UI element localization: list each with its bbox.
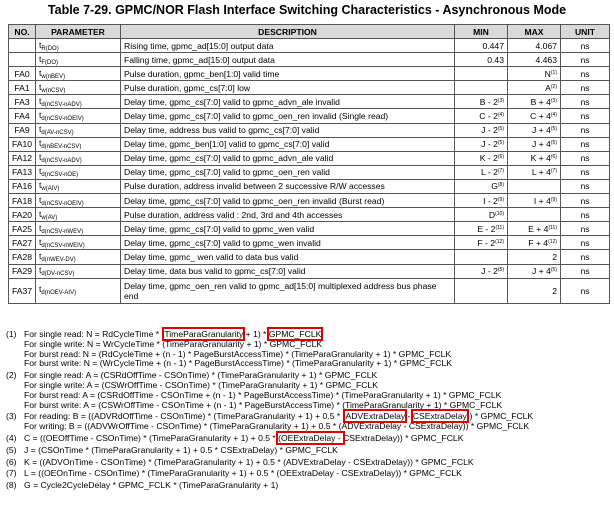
row-number: FA13 (9, 165, 36, 179)
parameter-symbol: t (39, 138, 42, 149)
row-number: FA0 (9, 67, 36, 81)
footnote-line (24, 481, 610, 491)
parameter-subscript: d(DV-nCSV) (41, 271, 75, 278)
footnote-text: )) * GPMC_FCLK (466, 411, 534, 422)
row-description: Delay time, gpmc_ben[1:0] valid to gpmc_cs[7:0] valid (121, 137, 455, 151)
parameter-symbol: t (39, 236, 42, 247)
footnote-text: G = Cycle2CycleDelay * GPMC_FCLK * (TimeParaGranularity + 1) (24, 480, 279, 491)
row-parameter (36, 109, 121, 123)
row-unit: ns (561, 95, 610, 109)
row-unit: ns (561, 67, 610, 81)
row-parameter (36, 165, 121, 179)
min-footnote-ref: (12) (495, 238, 504, 245)
row-unit: ns (561, 250, 610, 264)
table-row (9, 123, 610, 137)
min-value: K - 2 (479, 153, 498, 164)
footnote-label: (4) (6, 432, 17, 443)
footnote-line (24, 469, 610, 479)
max-footnote-ref: (5) (550, 126, 557, 133)
footnote-line (24, 434, 610, 444)
row-max (508, 53, 561, 67)
row-min (455, 137, 508, 151)
row-number: FA37 (9, 278, 36, 303)
parameter-symbol: t (39, 67, 42, 78)
footnote-line (24, 422, 610, 432)
row-min (455, 222, 508, 236)
max-value: C + 4 (530, 111, 551, 122)
row-description: Delay time, gpmc_cs[7:0] valid to gpmc_wen invalid (121, 236, 455, 250)
parameter-subscript: d(nWEV-DV) (41, 256, 76, 263)
table-row (9, 165, 610, 179)
row-parameter (36, 67, 121, 81)
max-value: B + 4 (530, 96, 551, 107)
row-number: FA16 (9, 179, 36, 193)
parameter-subscript: d(nCSV-nOEIV) (41, 116, 84, 123)
row-max (508, 123, 561, 137)
highlighted-term: ADVExtraDelay (345, 411, 406, 422)
min-value: 0.43 (487, 54, 504, 65)
max-value: J + 4 (532, 125, 551, 136)
parameter-subscript: d(nCSV-nADV) (41, 101, 82, 108)
min-footnote-ref: (5) (497, 126, 504, 133)
highlighted-term: CSExtraDelay (412, 411, 467, 422)
parameter-subscript: d(AV-nCSV) (41, 130, 74, 137)
row-max (508, 39, 561, 53)
row-max (508, 95, 561, 109)
min-footnote-ref: (9) (497, 196, 504, 203)
row-number: FA4 (9, 109, 36, 123)
parameter-symbol: t (39, 250, 42, 261)
min-footnote-ref: (5) (497, 267, 504, 274)
max-footnote-ref: (4) (550, 112, 557, 119)
row-min (455, 109, 508, 123)
footnote-text: For burst write: N = (WrCycleTime + (n - 1) * PageBurstAccessTime) * (TimeParaGranularity + 1) * GPMC_FCLK (24, 358, 452, 369)
parameter-subscript: d(nCSV-nWEV) (41, 228, 84, 235)
row-min (455, 236, 508, 250)
row-unit: ns (561, 81, 610, 95)
max-value: 2 (552, 251, 557, 262)
parameter-subscript: w(nCSV) (41, 87, 66, 94)
highlighted-term: (OEExtraDelay - (278, 432, 344, 443)
row-parameter (36, 81, 121, 95)
footnote (6, 412, 610, 432)
row-unit: ns (561, 208, 610, 222)
footnote-label: (3) (6, 411, 17, 422)
table-row (9, 67, 610, 81)
min-footnote-ref: (7) (497, 168, 504, 175)
min-value: E - 2 (477, 223, 496, 234)
min-value: J - 2 (481, 266, 498, 277)
min-footnote-ref: (11) (495, 224, 504, 231)
table-title: Table 7-29. GPMC/NOR Flash Interface Switching Characteristics - Asynchronous Mode (47, 3, 567, 17)
footnote (6, 371, 610, 410)
parameter-subscript: w(AV) (41, 214, 58, 221)
max-footnote-ref: (11) (548, 224, 557, 231)
row-description: Delay time, gpmc_oen_ren valid to gpmc_ad[15:0] multiplexed address bus phase end (121, 278, 455, 303)
row-number: FA18 (9, 194, 36, 208)
parameter-symbol: t (39, 180, 42, 191)
row-description: Delay time, gpmc_ wen valid to data bus valid (121, 250, 455, 264)
footnote-line (24, 458, 610, 468)
table-row (9, 278, 610, 303)
footnote-text: - (405, 411, 413, 422)
parameter-subscript: d(nBEV-nCSV) (41, 144, 82, 151)
row-max (508, 222, 561, 236)
parameter-subscript: d(nOEV-AIV) (41, 289, 77, 296)
footnote (6, 469, 610, 479)
row-description: Delay time, address bus valid to gpmc_cs[7:0] valid (121, 123, 455, 137)
row-number: FA28 (9, 250, 36, 264)
row-max (508, 81, 561, 95)
row-parameter (36, 39, 121, 53)
row-unit: ns (561, 53, 610, 67)
row-max (508, 264, 561, 278)
min-value: J - 2 (481, 139, 498, 150)
row-unit: ns (561, 39, 610, 53)
max-value: 2 (552, 286, 557, 297)
row-description: Rising time, gpmc_ad[15:0] output data (121, 39, 455, 53)
row-unit: ns (561, 165, 610, 179)
row-number (9, 39, 36, 53)
row-parameter (36, 53, 121, 67)
row-number: FA12 (9, 151, 36, 165)
row-max (508, 236, 561, 250)
parameter-symbol: t (39, 124, 42, 135)
row-description: Pulse duration, address invalid between 2 successive R/W accesses (121, 179, 455, 193)
table-row (9, 151, 610, 165)
row-number: FA20 (9, 208, 36, 222)
row-parameter (36, 278, 121, 303)
row-min (455, 179, 508, 193)
min-footnote-ref: (5) (497, 140, 504, 147)
parameter-subscript: d(nCSV-nADV) (41, 158, 82, 165)
row-min (455, 151, 508, 165)
row-parameter (36, 236, 121, 250)
max-value: K + 4 (530, 153, 551, 164)
table-row (9, 95, 610, 109)
min-value: D (488, 209, 496, 220)
row-number: FA25 (9, 222, 36, 236)
row-min (455, 123, 508, 137)
parameter-symbol: t (39, 265, 42, 276)
highlighted-term: TimeParaGranularity (164, 329, 244, 339)
row-unit: ns (561, 123, 610, 137)
switching-characteristics-table (8, 24, 610, 304)
parameter-subscript: w(nBEV) (41, 73, 66, 80)
footnote-label: (5) (6, 444, 17, 455)
table-body (9, 39, 610, 304)
row-number (9, 53, 36, 67)
parameter-symbol: t (39, 152, 42, 163)
footnote-text: CSExtraDelay)) * GPMC_FCLK (343, 432, 464, 443)
parameter-symbol: t (39, 166, 42, 177)
parameter-symbol: t (39, 110, 42, 121)
row-min (455, 278, 508, 303)
row-max (508, 194, 561, 208)
row-max (508, 208, 561, 222)
footnote (6, 481, 610, 491)
row-max (508, 67, 561, 81)
table-row (9, 179, 610, 193)
header-no: NO. (9, 25, 36, 39)
footnote-text: For single read: N = RdCycleTime * ( (24, 329, 165, 339)
table-row (9, 194, 610, 208)
row-description: Delay time, gpmc_cs[7:0] valid to gpmc_oen_ren invalid (Burst read) (121, 194, 455, 208)
row-parameter (36, 179, 121, 193)
row-min (455, 208, 508, 222)
row-max (508, 250, 561, 264)
parameter-symbol: t (39, 81, 42, 92)
row-max (508, 179, 561, 193)
footnote-text: K = ((ADVOnTime - CSOnTime) * (TimeParaGranularity + 1) + 0.5 * (ADVExtraDelay - CSExtraDelay)) * GPMC_FCLK (24, 456, 474, 467)
parameter-symbol: t (39, 39, 42, 50)
row-unit: ns (561, 151, 610, 165)
row-unit: ns (561, 264, 610, 278)
row-number: FA10 (9, 137, 36, 151)
highlighted-term: GPMC_FCLK (268, 329, 322, 339)
footnote-text: For reading: B = ((ADVRdOffTime - CSOnTime) * (TimeParaGranularity + 1) + 0.5 * ( (24, 411, 346, 422)
min-value: L - 2 (480, 167, 498, 178)
footnote-text: For burst write: A = (CSWrOffTime - CSOnTime + (n - 1) * PageBurstAccessTime) * (TimeParaGranularity + 1) * GPMC_FCLK (24, 399, 503, 410)
min-value: 0.447 (482, 40, 504, 51)
min-value: J - 2 (481, 125, 498, 136)
row-number: FA1 (9, 81, 36, 95)
row-min (455, 53, 508, 67)
max-value: F + 4 (528, 237, 549, 248)
row-min (455, 264, 508, 278)
min-footnote-ref: (10) (495, 210, 504, 217)
table-row (9, 137, 610, 151)
row-description: Pulse duration, address valid : 2nd, 3rd and 4th accesses (121, 208, 455, 222)
max-footnote-ref: (12) (548, 238, 557, 245)
row-min (455, 194, 508, 208)
parameter-subscript: F(DO) (41, 59, 59, 66)
row-parameter (36, 264, 121, 278)
footnote-label: (2) (6, 370, 17, 381)
max-footnote-ref: (6) (550, 154, 557, 161)
row-parameter (36, 194, 121, 208)
parameter-subscript: d(nCSV-nOE) (41, 172, 79, 179)
max-value: J + 4 (532, 266, 551, 277)
max-footnote-ref: (5) (550, 267, 557, 274)
table-row (9, 39, 610, 53)
footnote (6, 458, 610, 468)
row-max (508, 151, 561, 165)
row-unit: ns (561, 194, 610, 208)
parameter-subscript: d(nCSV-nWEIV) (41, 242, 85, 249)
table-row (9, 53, 610, 67)
max-value: 4.067 (535, 40, 557, 51)
row-max (508, 278, 561, 303)
table-row (9, 81, 610, 95)
row-min (455, 165, 508, 179)
row-description: Delay time, gpmc_cs[7:0] valid to gpmc_oen_ren invalid (Single read) (121, 109, 455, 123)
row-description: Delay time, data bus valid to gpmc_cs[7:0] valid (121, 264, 455, 278)
footnote-label: (6) (6, 456, 17, 467)
min-footnote-ref: (6) (497, 154, 504, 161)
header-min: MIN (455, 25, 508, 39)
footnote-text: For writing: B = ((ADVWrOffTime - CSOnTime) * (TimeParaGranularity + 1) + 0.5 * (ADVExtraDelay - CSExtraDelay)) * GPMC_FCLK (24, 421, 530, 432)
row-unit: ns (561, 236, 610, 250)
row-unit: ns (561, 109, 610, 123)
footnotes (6, 330, 610, 493)
row-min (455, 95, 508, 109)
row-number: FA27 (9, 236, 36, 250)
row-number: FA29 (9, 264, 36, 278)
parameter-symbol: t (39, 222, 42, 233)
table-row (9, 250, 610, 264)
row-parameter (36, 137, 121, 151)
max-footnote-ref: (9) (550, 196, 557, 203)
footnote (6, 446, 610, 456)
footnote-text: For single write: N = WrCycleTime * (TimeParaGranularity + 1) * GPMC_FCLK (24, 338, 323, 349)
footnote (6, 330, 610, 369)
row-parameter (36, 95, 121, 109)
table-row (9, 222, 610, 236)
footnote-line (24, 401, 610, 411)
row-number: FA3 (9, 95, 36, 109)
max-value: A (545, 82, 551, 93)
max-value: 4.463 (535, 54, 557, 65)
parameter-symbol: t (39, 283, 42, 294)
max-footnote-ref: (5) (550, 140, 557, 147)
footnote-text: For burst read: N = (RdCycleTime + (n - 1) * PageBurstAccessTime) * (TimeParaGranularity + 1) * GPMC_FCLK (24, 348, 452, 359)
row-description: Delay time, gpmc_cs[7:0] valid to gpmc_advn_ale valid (121, 151, 455, 165)
row-min (455, 39, 508, 53)
row-unit: ns (561, 222, 610, 236)
row-parameter (36, 123, 121, 137)
row-description: Pulse duration, gpmc_ben[1:0] valid time (121, 67, 455, 81)
row-min (455, 81, 508, 95)
table-row (9, 264, 610, 278)
max-footnote-ref: (3) (550, 97, 557, 104)
row-parameter (36, 250, 121, 264)
row-max (508, 109, 561, 123)
parameter-symbol: t (39, 194, 42, 205)
footnote-label: (1) (6, 329, 17, 339)
min-value: B - 2 (479, 96, 498, 107)
max-value: L + 4 (531, 167, 551, 178)
row-unit: ns (561, 137, 610, 151)
row-parameter (36, 222, 121, 236)
min-footnote-ref: (3) (497, 97, 504, 104)
min-value: I - 2 (483, 195, 498, 206)
min-footnote-ref: (8) (497, 182, 504, 189)
max-footnote-ref: (7) (550, 168, 557, 175)
footnote-text: For single write: A = (CSWrOffTime - CSOnTime) * (TimeParaGranularity + 1) * GPMC_FCLK (24, 379, 379, 390)
row-description: Delay time, gpmc_cs[7:0] valid to gpmc_advn_ale invalid (121, 95, 455, 109)
table-row (9, 236, 610, 250)
parameter-symbol: t (39, 53, 42, 64)
table-row (9, 109, 610, 123)
parameter-subscript: w(AIV) (41, 186, 60, 193)
row-unit: ns (561, 278, 610, 303)
parameter-subscript: R(DO) (41, 45, 59, 52)
footnote-text: For burst read: A = (CSRdOffTime - CSOnTime + (n - 1) * PageBurstAccessTime) * (TimeParaGranularity + 1) * GPMC_FCLK (24, 389, 502, 400)
row-min (455, 250, 508, 264)
row-number: FA9 (9, 123, 36, 137)
header-unit: UNIT (561, 25, 610, 39)
max-value: I + 4 (533, 195, 551, 206)
row-min (455, 67, 508, 81)
min-value: C - 2 (479, 111, 498, 122)
parameter-subscript: d(nCSV-nOEIV) (41, 200, 84, 207)
max-value: E + 4 (528, 223, 549, 234)
min-value: G (491, 181, 498, 192)
footnote-line (24, 359, 610, 369)
max-value: N (544, 68, 551, 79)
footnote-text: + 1) * (243, 329, 269, 339)
row-unit: ns (561, 179, 610, 193)
parameter-symbol: t (39, 95, 42, 106)
table-row (9, 208, 610, 222)
parameter-symbol: t (39, 208, 42, 219)
footnote-text: L = ((OEOnTime - CSOnTime) * (TimeParaGranularity + 1) + 0.5 * (OEExtraDelay - CSExtraDelay)) * GPMC_FCLK (24, 468, 462, 479)
min-footnote-ref: (4) (497, 112, 504, 119)
row-description: Delay time, gpmc_cs[7:0] valid to gpmc_oen_ren valid (121, 165, 455, 179)
header-parameter: PARAMETER (36, 25, 121, 39)
footnote-label: (7) (6, 468, 17, 479)
footnote (6, 434, 610, 444)
row-max (508, 137, 561, 151)
min-value: F - 2 (477, 237, 496, 248)
table-header-row (9, 25, 610, 39)
row-description: Pulse duration, gpmc_cs[7:0] low (121, 81, 455, 95)
footnote-text: For single read: A = (CSRdOffTime - CSOnTime) * (TimeParaGranularity + 1) * GPMC_FCLK (24, 370, 378, 381)
max-footnote-ref: (1) (550, 69, 557, 76)
header-max: MAX (508, 25, 561, 39)
header-description: DESCRIPTION (121, 25, 455, 39)
row-description: Delay time, gpmc_cs[7:0] valid to gpmc_wen valid (121, 222, 455, 236)
row-parameter (36, 208, 121, 222)
max-footnote-ref: (2) (550, 83, 557, 90)
footnote-text: J = (CSOnTime * (TimeParaGranularity + 1) + 0.5 * CSExtraDelay) * GPMC_FCLK (24, 444, 338, 455)
footnote-line (24, 446, 610, 456)
max-value: J + 4 (532, 139, 551, 150)
footnote-text: C = ((OEOffTime - CSOnTime) * (TimeParaGranularity + 1) + 0.5 * (24, 432, 279, 443)
row-parameter (36, 151, 121, 165)
row-max (508, 165, 561, 179)
row-description: Falling time, gpmc_ad[15:0] output data (121, 53, 455, 67)
footnote-label: (8) (6, 480, 17, 491)
